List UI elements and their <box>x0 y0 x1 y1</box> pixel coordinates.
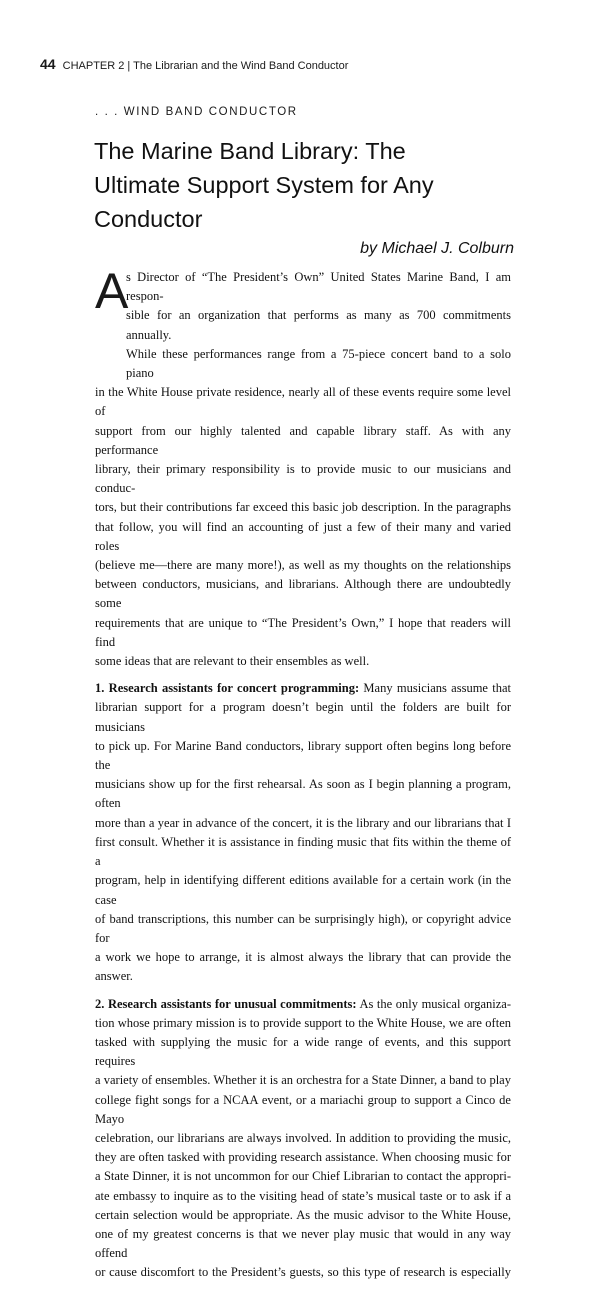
text-line: first consult. Whether it is assistance in finding music that fits within the theme of a <box>95 834 511 869</box>
text-line: or cause discomfort to the President’s guests, so this type of research is especially <box>95 1265 511 1280</box>
text-line: one of my greatest concerns is that we never play music that would in any way offend <box>95 1226 511 1261</box>
text-line: (believe me—there are many more!), as well as my thoughts on the relationships <box>95 558 511 573</box>
drop-cap: A <box>95 263 129 319</box>
text-line: they are often tasked with providing research assistance. When choosing music for <box>95 1150 511 1165</box>
text-line: a work we hope to arrange, it is almost always the library that can provide the answer. <box>95 950 511 984</box>
text-line: 2. Research assistants for unusual commitments: As the only musical organiza- <box>95 996 511 1011</box>
text-line: requirements that are unique to “The President’s Own,” I hope that readers will find <box>95 615 511 649</box>
text-line: to pick up. For Marine Band conductors, library support often begins long before the <box>95 738 511 773</box>
article-body <box>95 263 512 1291</box>
text-line: program, help in identifying different editions available for a certain work (in the case <box>95 873 511 907</box>
text-line: sible for an organization that performs as many as 700 commitments annually. <box>126 308 511 342</box>
point-2-heading: 2. Research assistants for unusual commitments: <box>95 996 357 1011</box>
text-line: tors, but their contributions far exceed this basic job description. In the paragraphs <box>95 500 511 515</box>
chapter-title: CHAPTER 2 | The Librarian and the Wind Band Conductor <box>62 60 349 72</box>
page-number: 44 <box>40 56 56 72</box>
text-line: that follow, you will find an accounting of just a few of their many and varied roles <box>95 519 511 553</box>
section-label: . . . WIND BAND CONDUCTOR <box>95 106 298 118</box>
text-line: While these performances range from a 75-piece concert band to a solo piano <box>126 346 511 381</box>
text-line: librarian support for a program doesn’t begin until the folders are built for musicians <box>95 700 511 734</box>
text-line: s Director of “The President’s Own” United States Marine Band, I am respon- <box>126 270 511 304</box>
text-line: ate embassy to inquire as to the visiting head of state’s musical taste or to ask if a <box>95 1188 511 1203</box>
text-line: more than a year in advance of the concert, it is the library and our librarians that I <box>95 815 511 830</box>
running-head <box>40 56 348 72</box>
text-line: of band transcriptions, this number can be surprisingly high), or copyright advice for <box>95 911 511 945</box>
text-line: musicians show up for the first rehearsal. As soon as I begin planning a program, often <box>95 777 511 811</box>
text-line: 1. Research assistants for concert programming: Many musicians assume that <box>95 681 512 696</box>
intro-paragraph <box>95 263 511 671</box>
text-line: tion whose primary mission is to provide support to the White House, we are often <box>95 1015 511 1030</box>
text-line: certain selection would be appropriate. As the music advisor to the White House, <box>95 1207 511 1222</box>
point-2-paragraph <box>95 995 511 1283</box>
article-title: The Marine Band Library: The Ultimate Support System for Any Conductor <box>94 138 434 232</box>
text-line: tasked with supplying the music for a wide range of events, and this support requires <box>95 1034 511 1069</box>
text-line: a State Dinner, it is not uncommon for our Chief Librarian to contact the appropri- <box>95 1169 511 1184</box>
text-line: a variety of ensembles. Whether it is an orchestra for a State Dinner, a band to play <box>95 1073 511 1088</box>
text-line: college fight songs for a NCAA event, or a mariachi group to support a Cinco de Mayo <box>95 1092 511 1126</box>
text-line: support from our highly talented and capable library staff. As with any performance <box>95 423 511 457</box>
text-line: between conductors, musicians, and librarians. Although there are undoubtedly some <box>95 577 511 611</box>
point-1-paragraph <box>95 679 511 986</box>
text-line: library, their primary responsibility is to provide music to our musicians and conduc- <box>95 462 511 496</box>
byline: by Michael J. Colburn <box>360 240 514 257</box>
text-line: in the White House private residence, nearly all of these events require some level of <box>95 385 511 419</box>
text-line: some ideas that are relevant to their ensembles as well. <box>95 654 370 669</box>
point-1-heading: 1. Research assistants for concert programming: <box>95 681 360 696</box>
text-line: celebration, our librarians are always involved. In addition to providing the music, <box>95 1130 511 1145</box>
